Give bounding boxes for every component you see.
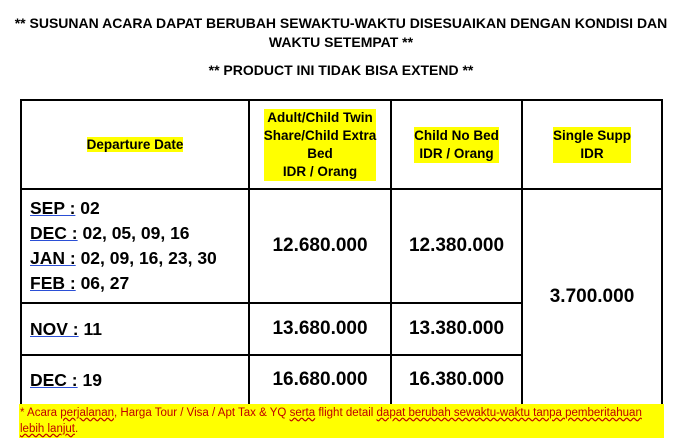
- header-nobed-line: IDR / Orang: [419, 145, 494, 161]
- day-list: 11: [78, 318, 102, 339]
- disclaimer-text: serta: [289, 407, 316, 419]
- month-label: DEC :: [30, 223, 78, 243]
- disclaimer-text: .: [74, 423, 79, 435]
- disclaimer-text: dapat berubah sewaktu-waktu tanpa pemberitahuan lebih lanjut: [20, 407, 642, 435]
- month-label: DEC :: [30, 369, 78, 390]
- date-line: [30, 196, 248, 221]
- disclaimer-text: , Harga Tour / Visa / Apt Tax & YQ: [114, 407, 290, 419]
- header-single-line: Single Supp: [552, 127, 631, 143]
- header-twin: [264, 109, 377, 181]
- departure-dates-cell: [21, 355, 249, 405]
- nobed-price: 12.380.000: [391, 189, 522, 303]
- month-label: JAN :: [30, 248, 76, 268]
- date-line: [30, 271, 248, 296]
- disclaimer-text: flight detail: [315, 407, 377, 419]
- header-nobed-cell: [391, 100, 522, 189]
- month-label: FEB :: [30, 273, 76, 293]
- departure-dates-cell: [21, 189, 249, 303]
- header-twin-line: IDR / Orang: [282, 163, 358, 179]
- header-nobed-line: Child No Bed: [414, 127, 499, 143]
- month-label: NOV :: [30, 318, 79, 339]
- disclaimer-text: perjalanan: [60, 407, 114, 419]
- header-twin-cell: [249, 100, 391, 189]
- price-table: [20, 99, 663, 406]
- notice-no-extend: ** PRODUCT INI TIDAK BISA EXTEND **: [208, 62, 474, 78]
- header-single-cell: [522, 100, 662, 189]
- header-twin-line: Share/Child Extra: [263, 127, 377, 143]
- date-line: [30, 317, 248, 342]
- disclaimer-text: * Acara: [20, 407, 61, 419]
- header-twin-line: Adult/Child Twin: [267, 109, 373, 125]
- day-list: 02, 05, 09, 16: [77, 223, 190, 243]
- date-line: [30, 246, 248, 271]
- header-twin-line: Bed: [307, 145, 333, 161]
- nobed-price: 13.380.000: [391, 303, 522, 355]
- day-list: 19: [77, 369, 102, 390]
- twin-price: 12.680.000: [249, 189, 391, 303]
- single-supp-price: 3.700.000: [522, 189, 662, 405]
- table-row: [21, 189, 662, 303]
- header-nobed: [414, 127, 499, 163]
- twin-price: 16.680.000: [249, 355, 391, 405]
- departure-dates-cell: [21, 303, 249, 355]
- footer-disclaimer: [19, 404, 664, 438]
- day-list: 02, 09, 16, 23, 30: [75, 248, 217, 268]
- header-single-line: IDR: [580, 145, 604, 161]
- header-row: [21, 100, 662, 189]
- day-list: 02: [75, 198, 100, 218]
- notice-schedule-change: ** SUSUNAN ACARA DAPAT BERUBAH SEWAKTU-WAKTU DISESUAIKAN DENGAN KONDISI DAN WAKTU SETEMPAT **: [14, 15, 668, 50]
- month-label: SEP :: [30, 198, 76, 218]
- date-line: [30, 368, 248, 393]
- nobed-price: 16.380.000: [391, 355, 522, 405]
- header-departure: Departure Date: [86, 136, 184, 152]
- date-line: [30, 221, 248, 246]
- header-departure-cell: [21, 100, 249, 189]
- day-list: 06, 27: [75, 273, 130, 293]
- twin-price: 13.680.000: [249, 303, 391, 355]
- header-single: [553, 127, 631, 163]
